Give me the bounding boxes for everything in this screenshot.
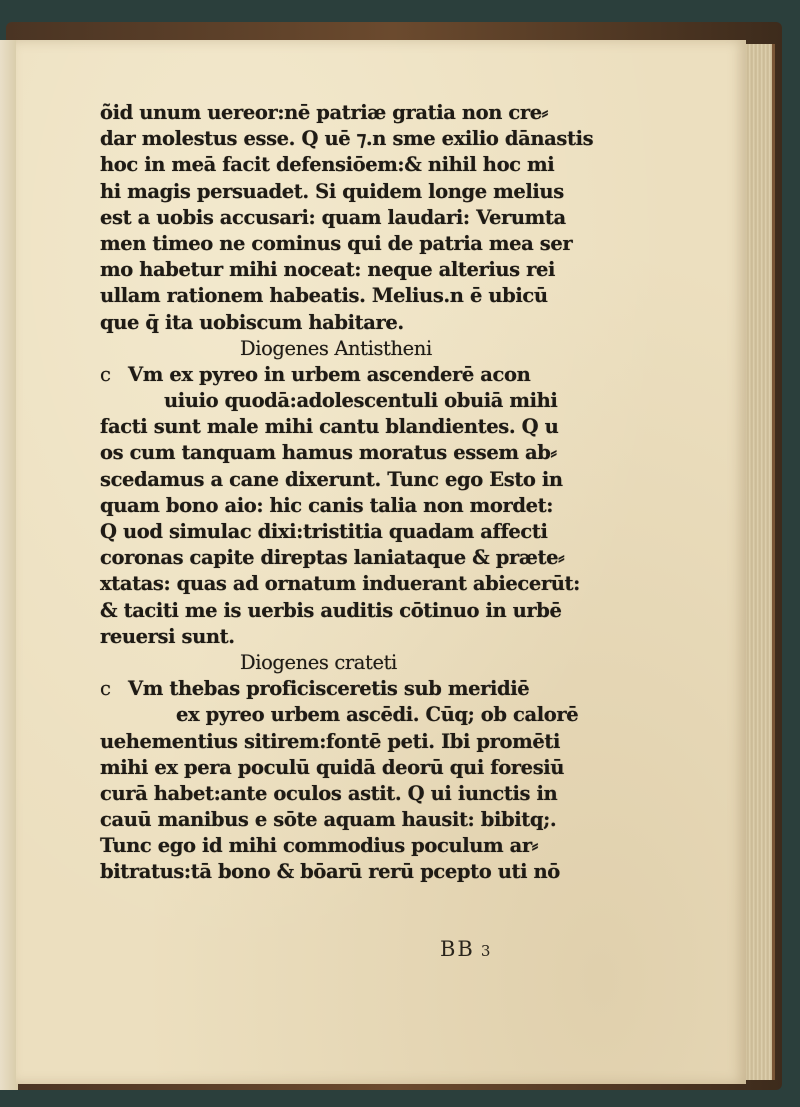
text-line: cauū manibus e sōte aquam hausit: bibitq;. [100, 808, 557, 832]
text-line: men timeo ne cominus qui de patria mea ser [100, 231, 573, 255]
text-line: facti sunt male mihi cantu blandientes. Q u [100, 415, 559, 439]
text-line-lead: Vm thebas proficisceretis sub meridiē [128, 677, 530, 701]
text-line: Tunc ego id mihi commodius poculum ar⸗ [100, 834, 538, 858]
text-line: scedamus a cane dixerunt. Tunc ego Esto in [100, 467, 563, 491]
text-line: coronas capite direptas laniataque & præte⸗ [100, 546, 565, 570]
text-line [100, 676, 580, 702]
text-line: & taciti me is uerbis auditis cōtinuo in urbē [100, 598, 562, 622]
text-line: hi magis persuadet. Si quidem longe melius [100, 179, 564, 203]
text-line: Q uod simulac dixi:tristitia quadam affecti [100, 520, 548, 543]
guide-letter: c [100, 362, 111, 386]
text-line: õid unum uereor:nē patriæ gratia non cre⸗ [100, 101, 548, 124]
text-line: mo habetur mihi noceat: neque alterius rei [100, 258, 555, 282]
section-heading: Diogenes Antistheni [240, 336, 432, 360]
text-line [100, 362, 580, 388]
signature-number: 3 [480, 942, 493, 960]
text-line: hoc in meā facit defensiōem:& nihil hoc mi [100, 153, 555, 177]
text-line: uehementius sitirem:fontē peti. Ibi promēti [100, 729, 560, 753]
text-line: bitratus:tā bono & bōarū rerū pcepto uti nō [100, 860, 560, 884]
text-line: que q̄ ita uobiscum habitare. [100, 310, 404, 334]
text-line: est a uobis accusari: quam laudari: Verumta [100, 205, 566, 229]
text-line: reuersi sunt. [100, 624, 235, 648]
signature-letters: BB [440, 937, 475, 961]
text-line: ex pyreo urbem ascēdi. Cūq; ob calorē [176, 703, 579, 727]
text-line: ullam rationem habeatis. Melius.n ē ubicū [100, 284, 548, 308]
text-line-lead: Vm ex pyreo in urbem ascenderē acon [128, 362, 531, 386]
text-line: curā habet:ante oculos astit. Q ui iunctis in [100, 781, 558, 805]
section-heading: Diogenes crateti [240, 650, 397, 674]
guide-letter: c [100, 677, 111, 701]
text-line: dar molestus esse. Q uē ⁊.n sme exilio dānastis [100, 127, 594, 151]
text-line: uiuio quodā:adolescentuli obuiā mihi [164, 389, 558, 413]
signature-mark [440, 937, 492, 961]
text-line: quam bono aio: hic canis talia non mordet: [100, 493, 554, 517]
text-line: xtatas: quas ad ornatum induerant abiecerūt: [100, 572, 580, 596]
text-line: os cum tanquam hamus moratus essem ab⸗ [100, 441, 557, 465]
text-line: mihi ex pera poculū quidā deorū qui foresiū [100, 755, 565, 779]
page-text [100, 100, 594, 886]
page-stack-edge [746, 44, 775, 1080]
